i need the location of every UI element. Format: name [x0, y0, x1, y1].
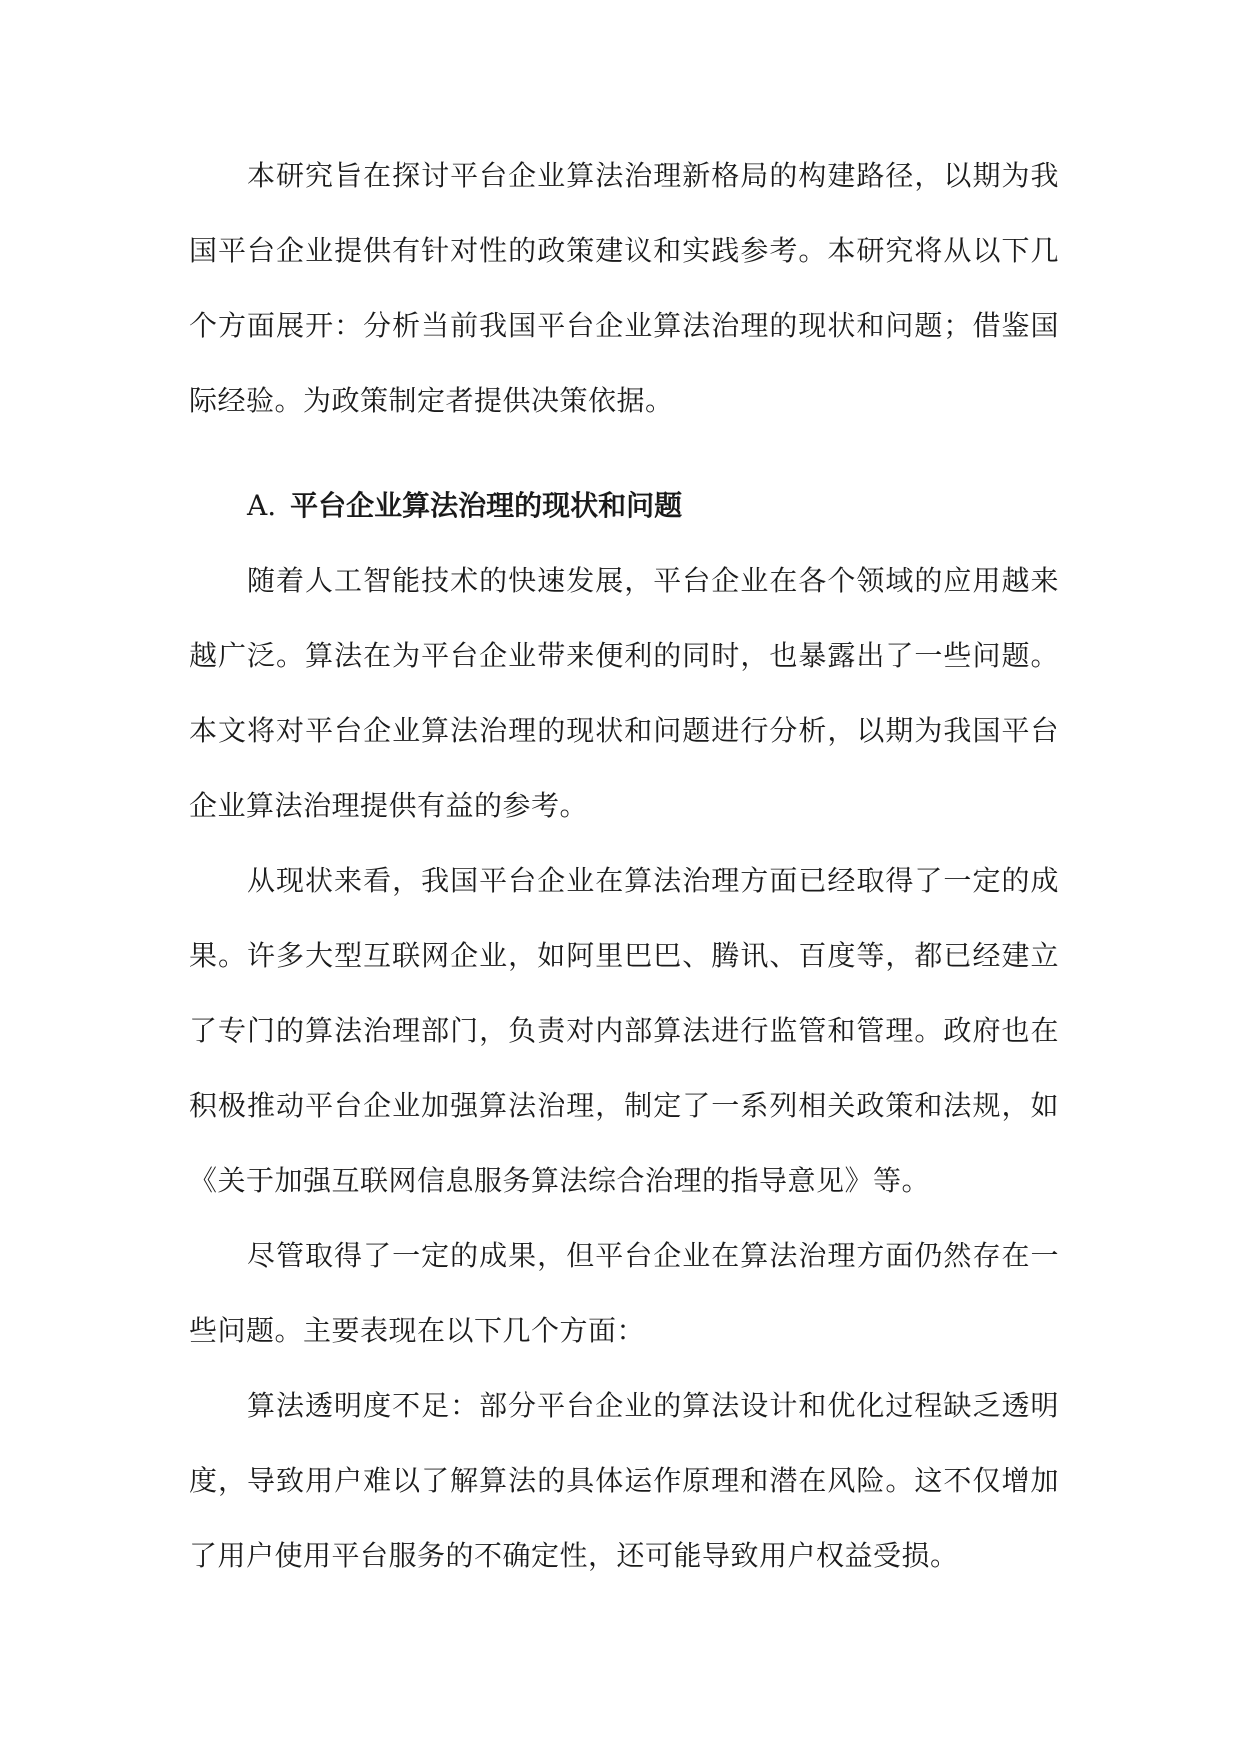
- section-heading: [189, 468, 1059, 543]
- section-number: A.: [247, 489, 277, 522]
- body-paragraph: 从现状来看，我国平台企业在算法治理方面已经取得了一定的成果。许多大型互联网企业，如阿里巴巴、腾讯、百度等，都已经建立了专门的算法治理部门，负责对内部算法进行监管和管理。政府也在积极推动平台企业加强算法治理，制定了一系列相关政策和法规，如《关于加强互联网信息服务算法综合治理的指导意见》等。: [189, 864, 1059, 1197]
- section-title: 平台企业算法治理的现状和问题: [290, 489, 683, 522]
- body-paragraph: 随着人工智能技术的快速发展，平台企业在各个领域的应用越来越广泛。算法在为平台企业带来便利的同时，也暴露出了一些问题。本文将对平台企业算法治理的现状和问题进行分析，以期为我国平台企业算法治理提供有益的参考。: [189, 564, 1059, 822]
- intro-paragraph: 本研究旨在探讨平台企业算法治理新格局的构建路径，以期为我国平台企业提供有针对性的政策建议和实践参考。本研究将从以下几个方面展开：分析当前我国平台企业算法治理的现状和问题；借鉴国际经验。为政策制定者提供决策依据。: [189, 159, 1059, 417]
- body-paragraph: 算法透明度不足：部分平台企业的算法设计和优化过程缺乏透明度，导致用户难以了解算法的具体运作原理和潜在风险。这不仅增加了用户使用平台服务的不确定性，还可能导致用户权益受损。: [189, 1389, 1059, 1572]
- document-page: [189, 138, 1059, 1593]
- body-paragraph: 尽管取得了一定的成果，但平台企业在算法治理方面仍然存在一些问题。主要表现在以下几个方面：: [189, 1239, 1059, 1347]
